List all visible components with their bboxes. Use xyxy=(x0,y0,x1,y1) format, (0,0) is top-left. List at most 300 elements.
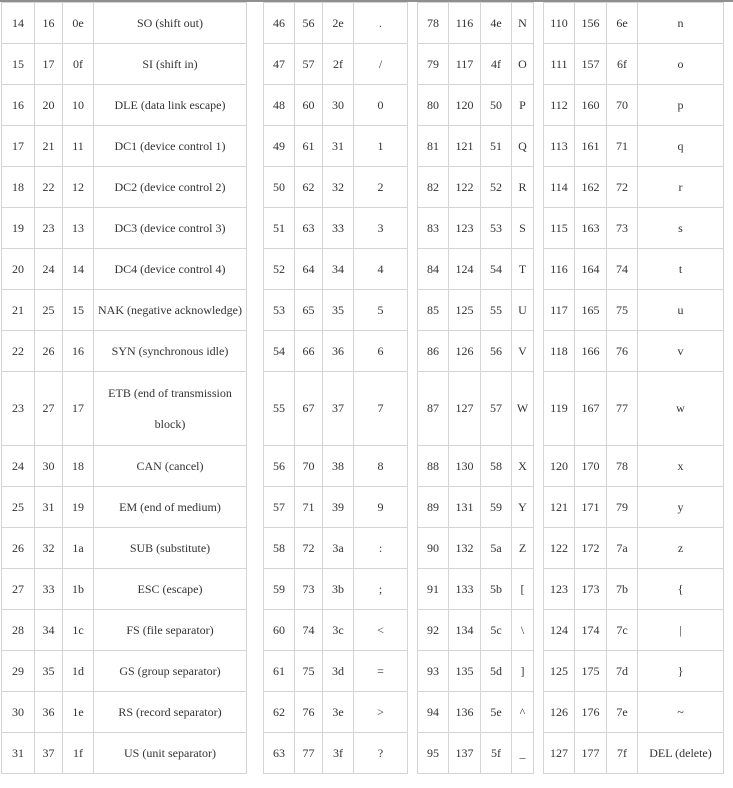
control-char-cell: EM (end of medium) xyxy=(94,487,247,528)
lowercase-oct-cell: 163 xyxy=(575,208,607,249)
punct-digit-char-cell: 8 xyxy=(354,446,408,487)
column-gap xyxy=(247,692,264,733)
punct-digit-dec-cell: 54 xyxy=(264,331,295,372)
lowercase-char-cell: n xyxy=(638,3,724,44)
punct-digit-hex-cell: 3d xyxy=(323,651,354,692)
uppercase-hex-cell: 5e xyxy=(481,692,512,733)
column-gap xyxy=(408,733,418,774)
control-hex-cell: 1a xyxy=(63,528,94,569)
uppercase-oct-cell: 137 xyxy=(449,733,481,774)
uppercase-hex-cell: 57 xyxy=(481,372,512,446)
column-gap xyxy=(247,528,264,569)
lowercase-dec-cell: 114 xyxy=(544,167,575,208)
punct-digit-oct-cell: 77 xyxy=(295,733,323,774)
uppercase-oct-cell: 127 xyxy=(449,372,481,446)
lowercase-oct-cell: 172 xyxy=(575,528,607,569)
control-hex-cell: 19 xyxy=(63,487,94,528)
lowercase-oct-cell: 166 xyxy=(575,331,607,372)
uppercase-hex-cell: 59 xyxy=(481,487,512,528)
punct-digit-dec-cell: 49 xyxy=(264,126,295,167)
uppercase-char-cell: P xyxy=(512,85,534,126)
lowercase-char-cell: s xyxy=(638,208,724,249)
lowercase-dec-cell: 113 xyxy=(544,126,575,167)
uppercase-dec-cell: 93 xyxy=(418,651,449,692)
punct-digit-oct-cell: 76 xyxy=(295,692,323,733)
table-row xyxy=(2,528,724,569)
control-oct-cell: 33 xyxy=(35,569,63,610)
column-gap xyxy=(534,126,544,167)
lowercase-oct-cell: 177 xyxy=(575,733,607,774)
control-oct-cell: 31 xyxy=(35,487,63,528)
lowercase-hex-cell: 7e xyxy=(607,692,638,733)
column-gap xyxy=(247,208,264,249)
lowercase-hex-cell: 78 xyxy=(607,446,638,487)
table-row xyxy=(2,126,724,167)
uppercase-oct-cell: 131 xyxy=(449,487,481,528)
column-gap xyxy=(408,44,418,85)
column-gap xyxy=(247,487,264,528)
control-char-cell: SUB (substitute) xyxy=(94,528,247,569)
punct-digit-oct-cell: 60 xyxy=(295,85,323,126)
punct-digit-dec-cell: 48 xyxy=(264,85,295,126)
column-gap xyxy=(534,733,544,774)
punct-digit-char-cell: . xyxy=(354,3,408,44)
lowercase-char-cell: o xyxy=(638,44,724,85)
punct-digit-hex-cell: 39 xyxy=(323,487,354,528)
uppercase-char-cell: \ xyxy=(512,610,534,651)
control-hex-cell: 1b xyxy=(63,569,94,610)
punct-digit-dec-cell: 56 xyxy=(264,446,295,487)
column-gap xyxy=(408,610,418,651)
column-gap xyxy=(247,290,264,331)
column-gap xyxy=(408,692,418,733)
punct-digit-char-cell: 0 xyxy=(354,85,408,126)
punct-digit-dec-cell: 60 xyxy=(264,610,295,651)
punct-digit-hex-cell: 2f xyxy=(323,44,354,85)
lowercase-hex-cell: 76 xyxy=(607,331,638,372)
control-dec-cell: 30 xyxy=(2,692,35,733)
uppercase-char-cell: S xyxy=(512,208,534,249)
punct-digit-char-cell: < xyxy=(354,610,408,651)
table-row xyxy=(2,651,724,692)
uppercase-char-cell: N xyxy=(512,3,534,44)
control-oct-cell: 30 xyxy=(35,446,63,487)
table-row xyxy=(2,85,724,126)
lowercase-hex-cell: 7a xyxy=(607,528,638,569)
control-oct-cell: 26 xyxy=(35,331,63,372)
table-row xyxy=(2,733,724,774)
uppercase-oct-cell: 117 xyxy=(449,44,481,85)
lowercase-dec-cell: 127 xyxy=(544,733,575,774)
punct-digit-dec-cell: 51 xyxy=(264,208,295,249)
ascii-table-body xyxy=(2,3,724,774)
punct-digit-char-cell: 7 xyxy=(354,372,408,446)
punct-digit-dec-cell: 62 xyxy=(264,692,295,733)
punct-digit-hex-cell: 32 xyxy=(323,167,354,208)
column-gap xyxy=(247,610,264,651)
control-hex-cell: 1e xyxy=(63,692,94,733)
uppercase-dec-cell: 85 xyxy=(418,290,449,331)
uppercase-oct-cell: 130 xyxy=(449,446,481,487)
table-row xyxy=(2,331,724,372)
punct-digit-hex-cell: 38 xyxy=(323,446,354,487)
uppercase-char-cell: V xyxy=(512,331,534,372)
punct-digit-hex-cell: 35 xyxy=(323,290,354,331)
control-hex-cell: 1c xyxy=(63,610,94,651)
control-char-cell: SO (shift out) xyxy=(94,3,247,44)
uppercase-dec-cell: 95 xyxy=(418,733,449,774)
lowercase-char-cell: z xyxy=(638,528,724,569)
column-gap xyxy=(534,651,544,692)
punct-digit-hex-cell: 33 xyxy=(323,208,354,249)
control-char-cell: SI (shift in) xyxy=(94,44,247,85)
uppercase-dec-cell: 82 xyxy=(418,167,449,208)
punct-digit-hex-cell: 34 xyxy=(323,249,354,290)
uppercase-dec-cell: 94 xyxy=(418,692,449,733)
table-row xyxy=(2,208,724,249)
punct-digit-oct-cell: 57 xyxy=(295,44,323,85)
punct-digit-char-cell: : xyxy=(354,528,408,569)
punct-digit-dec-cell: 50 xyxy=(264,167,295,208)
column-gap xyxy=(408,3,418,44)
table-row xyxy=(2,290,724,331)
column-gap xyxy=(247,651,264,692)
punct-digit-dec-cell: 53 xyxy=(264,290,295,331)
uppercase-oct-cell: 124 xyxy=(449,249,481,290)
uppercase-char-cell: Z xyxy=(512,528,534,569)
punct-digit-oct-cell: 64 xyxy=(295,249,323,290)
punct-digit-dec-cell: 59 xyxy=(264,569,295,610)
control-hex-cell: 18 xyxy=(63,446,94,487)
uppercase-hex-cell: 4e xyxy=(481,3,512,44)
control-hex-cell: 16 xyxy=(63,331,94,372)
punct-digit-oct-cell: 71 xyxy=(295,487,323,528)
control-dec-cell: 26 xyxy=(2,528,35,569)
uppercase-char-cell: X xyxy=(512,446,534,487)
uppercase-dec-cell: 91 xyxy=(418,569,449,610)
lowercase-char-cell: v xyxy=(638,331,724,372)
column-gap xyxy=(247,126,264,167)
punct-digit-char-cell: 1 xyxy=(354,126,408,167)
uppercase-dec-cell: 83 xyxy=(418,208,449,249)
column-gap xyxy=(247,446,264,487)
column-gap xyxy=(534,3,544,44)
lowercase-hex-cell: 6e xyxy=(607,3,638,44)
control-char-cell: DC2 (device control 2) xyxy=(94,167,247,208)
lowercase-oct-cell: 160 xyxy=(575,85,607,126)
punct-digit-char-cell: 2 xyxy=(354,167,408,208)
column-gap xyxy=(408,528,418,569)
punct-digit-hex-cell: 3f xyxy=(323,733,354,774)
lowercase-char-cell: y xyxy=(638,487,724,528)
lowercase-hex-cell: 7f xyxy=(607,733,638,774)
lowercase-char-cell: } xyxy=(638,651,724,692)
lowercase-dec-cell: 115 xyxy=(544,208,575,249)
column-gap xyxy=(534,290,544,331)
punct-digit-oct-cell: 66 xyxy=(295,331,323,372)
table-row xyxy=(2,446,724,487)
lowercase-hex-cell: 7d xyxy=(607,651,638,692)
lowercase-hex-cell: 6f xyxy=(607,44,638,85)
control-dec-cell: 16 xyxy=(2,85,35,126)
table-row xyxy=(2,3,724,44)
punct-digit-oct-cell: 73 xyxy=(295,569,323,610)
punct-digit-oct-cell: 63 xyxy=(295,208,323,249)
control-hex-cell: 13 xyxy=(63,208,94,249)
punct-digit-hex-cell: 3a xyxy=(323,528,354,569)
punct-digit-hex-cell: 31 xyxy=(323,126,354,167)
lowercase-char-cell: { xyxy=(638,569,724,610)
control-oct-cell: 34 xyxy=(35,610,63,651)
lowercase-char-cell: | xyxy=(638,610,724,651)
control-hex-cell: 12 xyxy=(63,167,94,208)
lowercase-dec-cell: 120 xyxy=(544,446,575,487)
table-row xyxy=(2,44,724,85)
punct-digit-char-cell: 6 xyxy=(354,331,408,372)
uppercase-dec-cell: 80 xyxy=(418,85,449,126)
column-gap xyxy=(534,372,544,446)
uppercase-dec-cell: 81 xyxy=(418,126,449,167)
column-gap xyxy=(247,249,264,290)
uppercase-oct-cell: 125 xyxy=(449,290,481,331)
column-gap xyxy=(534,44,544,85)
uppercase-hex-cell: 5a xyxy=(481,528,512,569)
control-oct-cell: 17 xyxy=(35,44,63,85)
uppercase-char-cell: O xyxy=(512,44,534,85)
column-gap xyxy=(408,290,418,331)
lowercase-oct-cell: 171 xyxy=(575,487,607,528)
punct-digit-dec-cell: 61 xyxy=(264,651,295,692)
lowercase-hex-cell: 7c xyxy=(607,610,638,651)
uppercase-oct-cell: 123 xyxy=(449,208,481,249)
control-oct-cell: 25 xyxy=(35,290,63,331)
lowercase-char-cell: u xyxy=(638,290,724,331)
punct-digit-char-cell: = xyxy=(354,651,408,692)
lowercase-hex-cell: 79 xyxy=(607,487,638,528)
column-gap xyxy=(534,528,544,569)
column-gap xyxy=(247,569,264,610)
punct-digit-oct-cell: 75 xyxy=(295,651,323,692)
uppercase-oct-cell: 136 xyxy=(449,692,481,733)
control-char-cell: CAN (cancel) xyxy=(94,446,247,487)
table-row xyxy=(2,487,724,528)
column-gap xyxy=(408,446,418,487)
control-char-cell: FS (file separator) xyxy=(94,610,247,651)
control-hex-cell: 1f xyxy=(63,733,94,774)
uppercase-hex-cell: 50 xyxy=(481,85,512,126)
uppercase-oct-cell: 126 xyxy=(449,331,481,372)
column-gap xyxy=(247,331,264,372)
lowercase-oct-cell: 157 xyxy=(575,44,607,85)
lowercase-char-cell: p xyxy=(638,85,724,126)
uppercase-hex-cell: 56 xyxy=(481,331,512,372)
uppercase-dec-cell: 86 xyxy=(418,331,449,372)
control-dec-cell: 31 xyxy=(2,733,35,774)
control-dec-cell: 22 xyxy=(2,331,35,372)
lowercase-char-cell: DEL (delete) xyxy=(638,733,724,774)
control-char-cell: ETB (end of transmission block) xyxy=(94,372,247,446)
uppercase-dec-cell: 92 xyxy=(418,610,449,651)
column-gap xyxy=(534,331,544,372)
lowercase-dec-cell: 112 xyxy=(544,85,575,126)
control-dec-cell: 15 xyxy=(2,44,35,85)
punct-digit-dec-cell: 46 xyxy=(264,3,295,44)
punct-digit-char-cell: > xyxy=(354,692,408,733)
uppercase-oct-cell: 135 xyxy=(449,651,481,692)
control-dec-cell: 20 xyxy=(2,249,35,290)
column-gap xyxy=(534,692,544,733)
uppercase-oct-cell: 121 xyxy=(449,126,481,167)
uppercase-char-cell: R xyxy=(512,167,534,208)
uppercase-dec-cell: 79 xyxy=(418,44,449,85)
punct-digit-oct-cell: 61 xyxy=(295,126,323,167)
lowercase-dec-cell: 124 xyxy=(544,610,575,651)
lowercase-oct-cell: 170 xyxy=(575,446,607,487)
lowercase-oct-cell: 164 xyxy=(575,249,607,290)
lowercase-oct-cell: 165 xyxy=(575,290,607,331)
punct-digit-char-cell: ? xyxy=(354,733,408,774)
column-gap xyxy=(408,208,418,249)
control-char-cell: ESC (escape) xyxy=(94,569,247,610)
control-oct-cell: 21 xyxy=(35,126,63,167)
lowercase-oct-cell: 167 xyxy=(575,372,607,446)
uppercase-char-cell: _ xyxy=(512,733,534,774)
control-oct-cell: 23 xyxy=(35,208,63,249)
punct-digit-hex-cell: 30 xyxy=(323,85,354,126)
punct-digit-oct-cell: 72 xyxy=(295,528,323,569)
control-oct-cell: 37 xyxy=(35,733,63,774)
uppercase-hex-cell: 4f xyxy=(481,44,512,85)
control-dec-cell: 27 xyxy=(2,569,35,610)
control-oct-cell: 22 xyxy=(35,167,63,208)
uppercase-dec-cell: 87 xyxy=(418,372,449,446)
column-gap xyxy=(534,569,544,610)
lowercase-hex-cell: 72 xyxy=(607,167,638,208)
punct-digit-oct-cell: 70 xyxy=(295,446,323,487)
punct-digit-char-cell: 5 xyxy=(354,290,408,331)
control-dec-cell: 14 xyxy=(2,3,35,44)
lowercase-dec-cell: 122 xyxy=(544,528,575,569)
uppercase-char-cell: Q xyxy=(512,126,534,167)
lowercase-hex-cell: 77 xyxy=(607,372,638,446)
lowercase-dec-cell: 118 xyxy=(544,331,575,372)
uppercase-hex-cell: 53 xyxy=(481,208,512,249)
lowercase-hex-cell: 73 xyxy=(607,208,638,249)
lowercase-char-cell: r xyxy=(638,167,724,208)
column-gap xyxy=(534,487,544,528)
control-oct-cell: 35 xyxy=(35,651,63,692)
control-oct-cell: 16 xyxy=(35,3,63,44)
uppercase-hex-cell: 5d xyxy=(481,651,512,692)
column-gap xyxy=(408,487,418,528)
control-dec-cell: 23 xyxy=(2,372,35,446)
column-gap xyxy=(408,569,418,610)
uppercase-char-cell: Y xyxy=(512,487,534,528)
uppercase-oct-cell: 133 xyxy=(449,569,481,610)
control-dec-cell: 29 xyxy=(2,651,35,692)
uppercase-char-cell: T xyxy=(512,249,534,290)
column-gap xyxy=(534,249,544,290)
uppercase-hex-cell: 52 xyxy=(481,167,512,208)
column-gap xyxy=(247,733,264,774)
lowercase-char-cell: ~ xyxy=(638,692,724,733)
control-char-cell: DC4 (device control 4) xyxy=(94,249,247,290)
column-gap xyxy=(408,249,418,290)
lowercase-dec-cell: 126 xyxy=(544,692,575,733)
uppercase-oct-cell: 122 xyxy=(449,167,481,208)
uppercase-hex-cell: 5f xyxy=(481,733,512,774)
table-row xyxy=(2,167,724,208)
punct-digit-dec-cell: 47 xyxy=(264,44,295,85)
uppercase-hex-cell: 55 xyxy=(481,290,512,331)
column-gap xyxy=(408,85,418,126)
punct-digit-hex-cell: 3e xyxy=(323,692,354,733)
lowercase-oct-cell: 162 xyxy=(575,167,607,208)
lowercase-dec-cell: 119 xyxy=(544,372,575,446)
uppercase-dec-cell: 84 xyxy=(418,249,449,290)
lowercase-oct-cell: 176 xyxy=(575,692,607,733)
column-gap xyxy=(408,651,418,692)
uppercase-hex-cell: 54 xyxy=(481,249,512,290)
lowercase-hex-cell: 75 xyxy=(607,290,638,331)
lowercase-dec-cell: 111 xyxy=(544,44,575,85)
control-char-cell: SYN (synchronous idle) xyxy=(94,331,247,372)
control-hex-cell: 10 xyxy=(63,85,94,126)
column-gap xyxy=(408,167,418,208)
lowercase-dec-cell: 116 xyxy=(544,249,575,290)
control-char-cell: DC3 (device control 3) xyxy=(94,208,247,249)
table-row xyxy=(2,610,724,651)
lowercase-oct-cell: 161 xyxy=(575,126,607,167)
uppercase-char-cell: U xyxy=(512,290,534,331)
punct-digit-char-cell: 4 xyxy=(354,249,408,290)
punct-digit-hex-cell: 36 xyxy=(323,331,354,372)
uppercase-char-cell: W xyxy=(512,372,534,446)
column-gap xyxy=(408,331,418,372)
column-gap xyxy=(247,85,264,126)
punct-digit-char-cell: 3 xyxy=(354,208,408,249)
lowercase-hex-cell: 70 xyxy=(607,85,638,126)
table-row xyxy=(2,569,724,610)
lowercase-oct-cell: 175 xyxy=(575,651,607,692)
uppercase-dec-cell: 78 xyxy=(418,3,449,44)
punct-digit-hex-cell: 3c xyxy=(323,610,354,651)
lowercase-oct-cell: 174 xyxy=(575,610,607,651)
column-gap xyxy=(534,85,544,126)
uppercase-char-cell: ] xyxy=(512,651,534,692)
punct-digit-dec-cell: 63 xyxy=(264,733,295,774)
control-char-cell: DLE (data link escape) xyxy=(94,85,247,126)
control-oct-cell: 20 xyxy=(35,85,63,126)
control-dec-cell: 17 xyxy=(2,126,35,167)
control-hex-cell: 11 xyxy=(63,126,94,167)
control-dec-cell: 19 xyxy=(2,208,35,249)
column-gap xyxy=(247,167,264,208)
uppercase-oct-cell: 120 xyxy=(449,85,481,126)
control-char-cell: NAK (negative acknowledge) xyxy=(94,290,247,331)
lowercase-char-cell: x xyxy=(638,446,724,487)
table-row xyxy=(2,249,724,290)
column-gap xyxy=(247,3,264,44)
lowercase-hex-cell: 74 xyxy=(607,249,638,290)
column-gap xyxy=(534,208,544,249)
punct-digit-oct-cell: 65 xyxy=(295,290,323,331)
control-oct-cell: 36 xyxy=(35,692,63,733)
control-hex-cell: 14 xyxy=(63,249,94,290)
control-hex-cell: 1d xyxy=(63,651,94,692)
punct-digit-dec-cell: 57 xyxy=(264,487,295,528)
punct-digit-dec-cell: 58 xyxy=(264,528,295,569)
